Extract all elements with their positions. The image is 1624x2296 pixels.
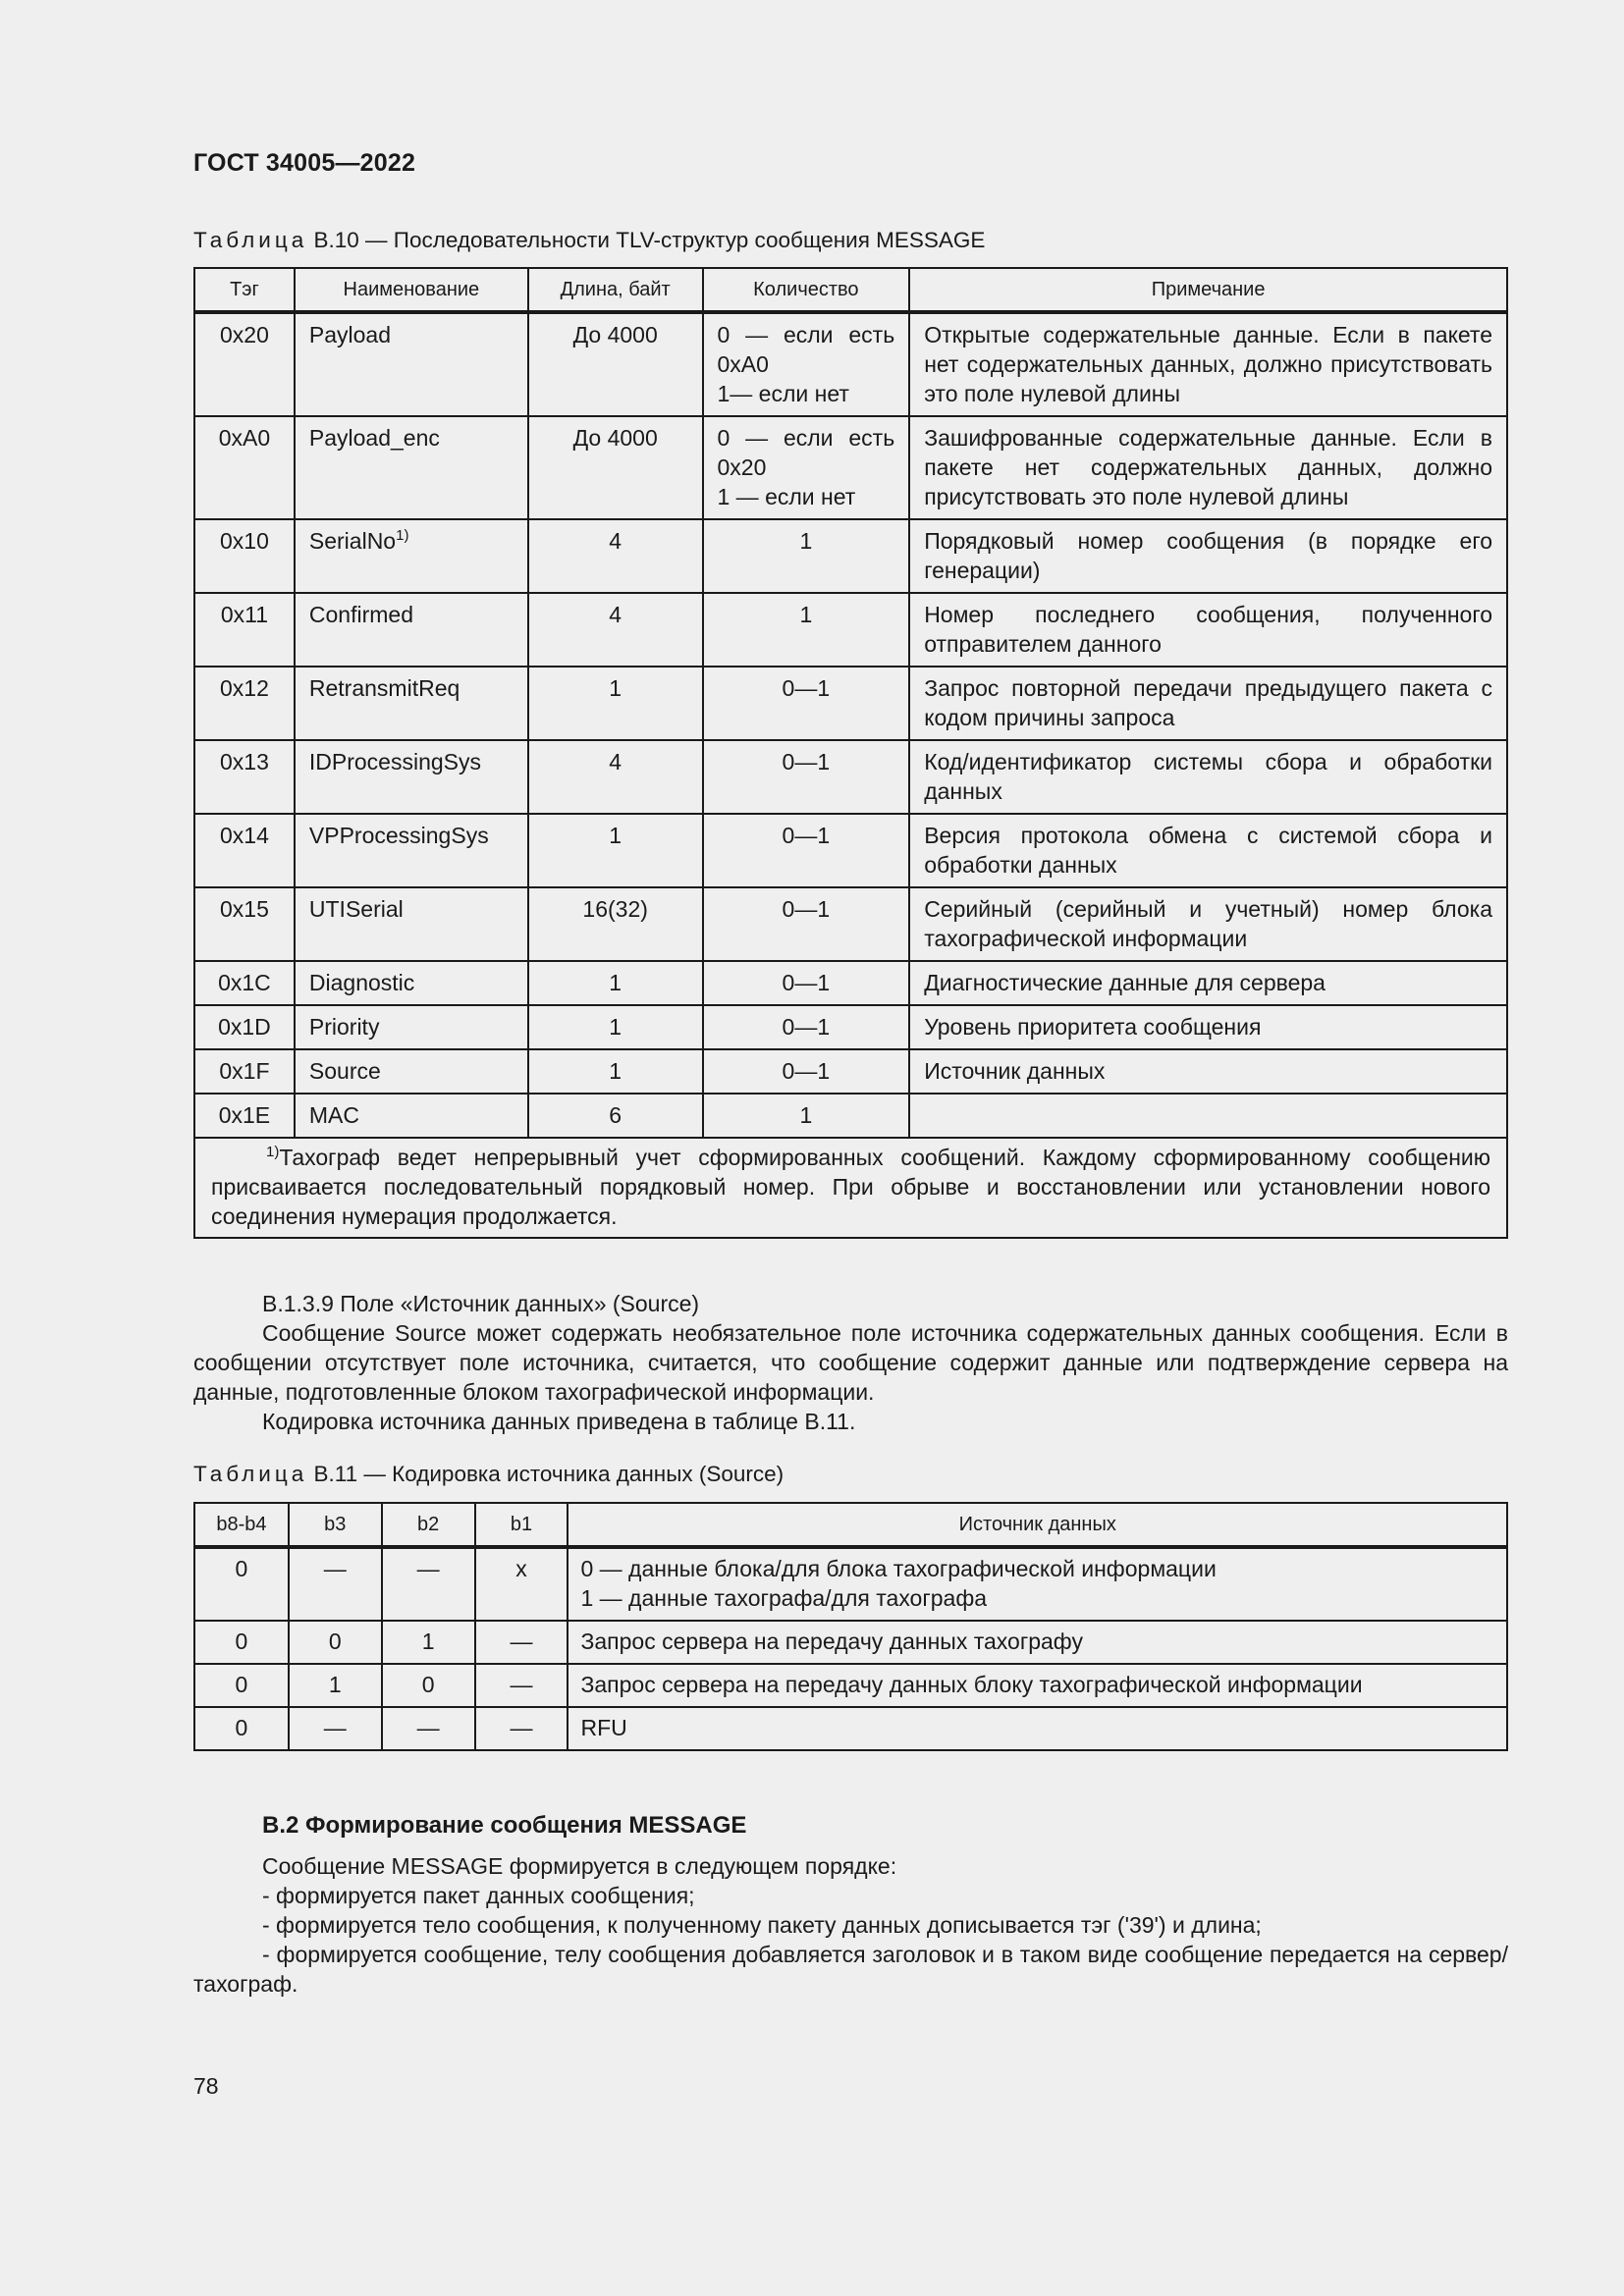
length-cell: До 4000 xyxy=(528,416,703,519)
b3-cell: — xyxy=(289,1707,382,1750)
table-row xyxy=(194,1707,1507,1750)
document-header: ГОСТ 34005—2022 xyxy=(193,149,416,177)
note-cell: Зашифрованные содержательные данные. Если в пакете нет содержательных данных, должно присутствовать это поле нулевой длины xyxy=(909,416,1507,519)
source-cell: RFU xyxy=(568,1707,1507,1750)
quantity-cell: 1 xyxy=(703,1094,910,1138)
section-b139-paragraph: Сообщение Source может содержать необязательное поле источника содержательных данных сообщения. Если в сообщении отсутствует поле источника, считается, что сообщение содержит данные или подтверждение сервера на данные, подготовленные блоком тахографической информации. xyxy=(193,1320,1508,1405)
name-cell xyxy=(295,814,528,887)
table-11 xyxy=(193,1502,1508,1751)
footnote-text: Тахограф ведет непрерывный учет сформированных сообщений. Каждому сформированному сообщению присваивается последовательный порядковый номер. При обрыве и восстановлении или установлении нового соединения нумерация продолжается. xyxy=(211,1145,1490,1229)
name-cell xyxy=(295,416,528,519)
name-cell xyxy=(295,1049,528,1094)
header-cell: b8-b4 xyxy=(194,1503,289,1547)
note-cell: Серийный (серийный и учетный) номер блока тахографической информации xyxy=(909,887,1507,961)
header-cell: Наименование xyxy=(295,268,528,312)
tag-cell: 0x1D xyxy=(194,1005,295,1049)
table-row xyxy=(194,740,1507,814)
note-cell: Код/идентификатор системы сбора и обработки данных xyxy=(909,740,1507,814)
b2-cell: 0 xyxy=(382,1664,475,1707)
note-cell: Источник данных xyxy=(909,1049,1507,1094)
table-row xyxy=(194,593,1507,667)
header-cell: Источник данных xyxy=(568,1503,1507,1547)
caption-prefix: Таблица xyxy=(193,228,308,252)
name-text: Confirmed xyxy=(308,602,413,627)
length-cell: 6 xyxy=(528,1094,703,1138)
quantity-cell: 0—1 xyxy=(703,961,910,1005)
name-text: UTISerial xyxy=(308,896,404,922)
table-10-header-row xyxy=(194,268,1507,312)
length-cell: До 4000 xyxy=(528,312,703,416)
note-cell xyxy=(909,1094,1507,1138)
quantity-cell: 0—1 xyxy=(703,814,910,887)
note-cell: Запрос повторной передачи предыдущего пакета с кодом причины запроса xyxy=(909,667,1507,740)
note-cell: Порядковый номер сообщения (в порядке его генерации) xyxy=(909,519,1507,593)
table-10-caption xyxy=(193,228,985,253)
name-text: RetransmitReq xyxy=(308,675,460,701)
name-cell xyxy=(295,519,528,593)
length-cell: 1 xyxy=(528,961,703,1005)
tag-cell: 0x1F xyxy=(194,1049,295,1094)
quantity-cell: 0—1 xyxy=(703,887,910,961)
caption-text: В.11 — Кодировка источника данных (Source) xyxy=(307,1462,785,1486)
quantity-cell: 0—1 xyxy=(703,667,910,740)
source-cell: 0 — данные блока/для блока тахографической информации 1 — данные тахографа/для тахографа xyxy=(568,1547,1507,1621)
b1-cell: — xyxy=(475,1664,568,1707)
table-row xyxy=(194,1049,1507,1094)
section-b2-intro: Сообщение MESSAGE формируется в следующем порядке: xyxy=(262,1853,897,1879)
length-cell: 4 xyxy=(528,593,703,667)
name-text: VPProcessingSys xyxy=(308,823,489,848)
tag-cell: 0x14 xyxy=(194,814,295,887)
length-cell: 4 xyxy=(528,740,703,814)
list-item: - формируется пакет данных сообщения; xyxy=(262,1883,695,1908)
name-text: Payload xyxy=(308,322,392,347)
section-b139-paragraph: Кодировка источника данных приведена в таблице В.11. xyxy=(262,1409,856,1434)
b8-b4-cell: 0 xyxy=(194,1621,289,1664)
table-row xyxy=(194,667,1507,740)
list-item: - формируется тело сообщения, к полученному пакету данных дописывается тэг ('39') и длина; xyxy=(262,1912,1262,1938)
b3-cell: — xyxy=(289,1547,382,1621)
tag-cell: 0xA0 xyxy=(194,416,295,519)
footnote-row xyxy=(194,1138,1507,1238)
tag-cell: 0x11 xyxy=(194,593,295,667)
table-row xyxy=(194,814,1507,887)
b2-cell: 1 xyxy=(382,1621,475,1664)
b2-cell: — xyxy=(382,1547,475,1621)
length-cell: 4 xyxy=(528,519,703,593)
header-cell: b2 xyxy=(382,1503,475,1547)
b8-b4-cell: 0 xyxy=(194,1707,289,1750)
quantity-cell: 1 xyxy=(703,593,910,667)
header-cell: b3 xyxy=(289,1503,382,1547)
footnote-cell xyxy=(194,1138,1507,1238)
table-10 xyxy=(193,267,1508,1239)
section-b139 xyxy=(193,1289,1508,1436)
table-row xyxy=(194,1005,1507,1049)
header-cell: b1 xyxy=(475,1503,568,1547)
table-row xyxy=(194,961,1507,1005)
tag-cell: 0x15 xyxy=(194,887,295,961)
name-text: Diagnostic xyxy=(308,970,415,995)
header-cell: Примечание xyxy=(909,268,1507,312)
table-row xyxy=(194,519,1507,593)
name-cell xyxy=(295,961,528,1005)
quantity-cell: 0—1 xyxy=(703,740,910,814)
table-row xyxy=(194,1547,1507,1621)
name-text: MAC xyxy=(308,1102,360,1128)
note-cell: Номер последнего сообщения, полученного отправителем данного xyxy=(909,593,1507,667)
b8-b4-cell: 0 xyxy=(194,1664,289,1707)
table-row xyxy=(194,1094,1507,1138)
caption-text: В.10 — Последовательности TLV-структур сообщения MESSAGE xyxy=(307,228,986,252)
name-text: Payload_enc xyxy=(308,425,440,451)
section-b139-title: В.1.3.9 Поле «Источник данных» (Source) xyxy=(262,1291,700,1316)
table-row xyxy=(194,1664,1507,1707)
source-cell: Запрос сервера на передачу данных блоку тахографической информации xyxy=(568,1664,1507,1707)
name-cell xyxy=(295,593,528,667)
tag-cell: 0x1E xyxy=(194,1094,295,1138)
name-cell xyxy=(295,312,528,416)
tag-cell: 0x20 xyxy=(194,312,295,416)
name-cell xyxy=(295,1094,528,1138)
quantity-cell: 0 — если есть 0xA0 1— если нет xyxy=(703,312,910,416)
table-11-header-row xyxy=(194,1503,1507,1547)
name-text: IDProcessingSys xyxy=(308,749,482,774)
table-row xyxy=(194,312,1507,416)
table-row xyxy=(194,887,1507,961)
tag-cell: 0x1C xyxy=(194,961,295,1005)
tag-cell: 0x13 xyxy=(194,740,295,814)
name-text: SerialNo xyxy=(308,528,397,554)
header-cell: Количество xyxy=(703,268,910,312)
list-item: - формируется сообщение, телу сообщения добавляется заголовок и в таком виде сообщение передается на сервер/тахограф. xyxy=(193,1942,1508,1997)
tag-cell: 0x10 xyxy=(194,519,295,593)
header-cell: Длина, байт xyxy=(528,268,703,312)
note-cell: Открытые содержательные данные. Если в пакете нет содержательных данных, должно присутствовать это поле нулевой длины xyxy=(909,312,1507,416)
quantity-cell: 0—1 xyxy=(703,1005,910,1049)
b1-cell: — xyxy=(475,1621,568,1664)
section-b2-heading: В.2 Формирование сообщения MESSAGE xyxy=(262,1812,747,1839)
tag-cell: 0x12 xyxy=(194,667,295,740)
quantity-cell: 0 — если есть 0x20 1 — если нет xyxy=(703,416,910,519)
section-b2-body xyxy=(193,1851,1508,1999)
name-cell xyxy=(295,667,528,740)
b2-cell: — xyxy=(382,1707,475,1750)
length-cell: 1 xyxy=(528,814,703,887)
b1-cell: — xyxy=(475,1707,568,1750)
source-cell: Запрос сервера на передачу данных тахографу xyxy=(568,1621,1507,1664)
table-row xyxy=(194,1621,1507,1664)
caption-prefix: Таблица xyxy=(193,1462,308,1486)
note-cell: Уровень приоритета сообщения xyxy=(909,1005,1507,1049)
page-number: 78 xyxy=(193,2073,219,2099)
length-cell: 1 xyxy=(528,1005,703,1049)
name-cell xyxy=(295,1005,528,1049)
footnote-ref: 1) xyxy=(396,527,409,544)
table-11-caption xyxy=(193,1462,784,1487)
name-cell xyxy=(295,740,528,814)
b3-cell: 1 xyxy=(289,1664,382,1707)
note-cell: Диагностические данные для сервера xyxy=(909,961,1507,1005)
length-cell: 16(32) xyxy=(528,887,703,961)
name-text: Source xyxy=(308,1058,381,1084)
footnote-mark: 1) xyxy=(266,1144,280,1160)
length-cell: 1 xyxy=(528,1049,703,1094)
b8-b4-cell: 0 xyxy=(194,1547,289,1621)
name-text: Priority xyxy=(308,1014,380,1040)
quantity-cell: 0—1 xyxy=(703,1049,910,1094)
table-row xyxy=(194,416,1507,519)
b3-cell: 0 xyxy=(289,1621,382,1664)
b1-cell: x xyxy=(475,1547,568,1621)
quantity-cell: 1 xyxy=(703,519,910,593)
header-cell: Тэг xyxy=(194,268,295,312)
length-cell: 1 xyxy=(528,667,703,740)
note-cell: Версия протокола обмена с системой сбора и обработки данных xyxy=(909,814,1507,887)
name-cell xyxy=(295,887,528,961)
